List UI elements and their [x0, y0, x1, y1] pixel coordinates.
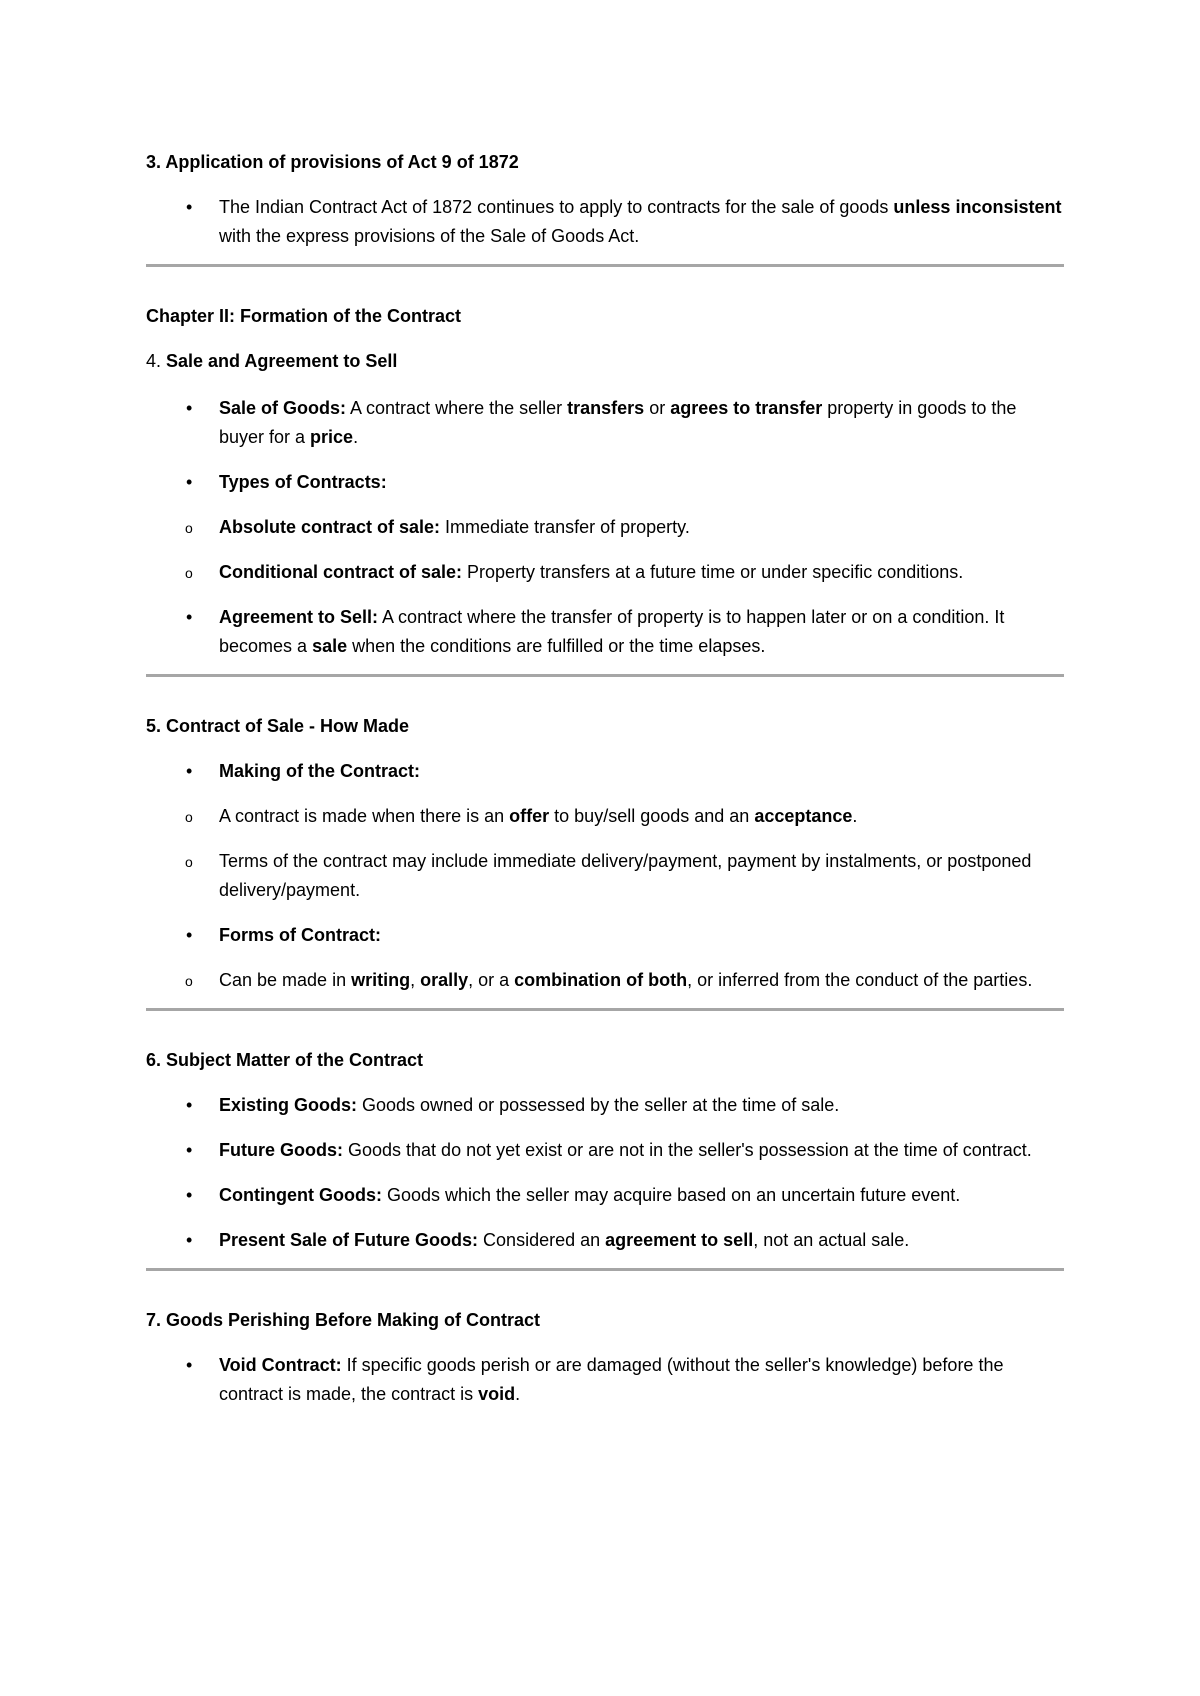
list-item: • Present Sale of Future Goods: Considered an agreement to sell, not an actual sale.	[146, 1226, 1064, 1255]
section-4-heading: 4. Sale and Agreement to Sell	[146, 351, 398, 371]
sublist-item: o Can be made in writing, orally, or a combination of both, or inferred from the conduct of the parties.	[146, 966, 1064, 995]
sublist-item: o Absolute contract of sale: Immediate transfer of property.	[146, 513, 1064, 542]
document-page	[146, 148, 1064, 1409]
forms-sublist	[146, 966, 1064, 995]
horizontal-divider	[146, 264, 1064, 267]
sublist-item: o Conditional contract of sale: Property transfers at a future time or under specific conditions.	[146, 558, 1064, 587]
section-4-list	[146, 394, 1064, 661]
horizontal-divider	[146, 1268, 1064, 1271]
list-item: • Forms of Contract: o Can be made in writing, orally, or a combination of both, or inferred from the conduct of the parties.	[146, 921, 1064, 995]
list-item: • The Indian Contract Act of 1872 continues to apply to contracts for the sale of goods unless inconsistent with the express provisions of the Sale of Goods Act.	[146, 193, 1064, 251]
list-item: • Void Contract: If specific goods perish or are damaged (without the seller's knowledge) before the contract is made, the contract is void.	[146, 1351, 1064, 1409]
list-item: • Types of Contracts: o Absolute contract of sale: Immediate transfer of property. o Conditional contract of sale: Property transfers at a future time or under specific conditions.	[146, 468, 1064, 587]
sublist-item: o A contract is made when there is an offer to buy/sell goods and an acceptance.	[146, 802, 1064, 831]
making-sublist	[146, 802, 1064, 905]
list-item: • Making of the Contract: o A contract is made when there is an offer to buy/sell goods and an acceptance. o Terms of the contract may include immediate delivery/payment, payment by instalments, or postponed delivery/payment.	[146, 757, 1064, 905]
chapter-heading: Chapter II: Formation of the Contract	[146, 306, 461, 326]
sublist-item: o Terms of the contract may include immediate delivery/payment, payment by instalments, or postponed delivery/payment.	[146, 847, 1064, 905]
list-item: • Future Goods: Goods that do not yet exist or are not in the seller's possession at the time of contract.	[146, 1136, 1064, 1165]
list-item: • Contingent Goods: Goods which the seller may acquire based on an uncertain future event.	[146, 1181, 1064, 1210]
section-3-list	[146, 193, 1064, 251]
horizontal-divider	[146, 674, 1064, 677]
list-item: • Existing Goods: Goods owned or possessed by the seller at the time of sale.	[146, 1091, 1064, 1120]
contract-types-sublist	[146, 513, 1064, 587]
section-3-heading: 3. Application of provisions of Act 9 of 1872	[146, 152, 519, 172]
section-7-heading: 7. Goods Perishing Before Making of Contract	[146, 1310, 541, 1330]
section-6-list	[146, 1091, 1064, 1255]
section-7-list	[146, 1351, 1064, 1409]
section-5-list	[146, 757, 1064, 995]
section-5-heading: 5. Contract of Sale - How Made	[146, 716, 410, 736]
horizontal-divider	[146, 1008, 1064, 1011]
list-item: • Agreement to Sell: A contract where the transfer of property is to happen later or on a condition. It becomes a sale when the conditions are fulfilled or the time elapses.	[146, 603, 1064, 661]
list-item: • Sale of Goods: A contract where the seller transfers or agrees to transfer property in goods to the buyer for a price.	[146, 394, 1064, 452]
section-6-heading: 6. Subject Matter of the Contract	[146, 1050, 424, 1070]
